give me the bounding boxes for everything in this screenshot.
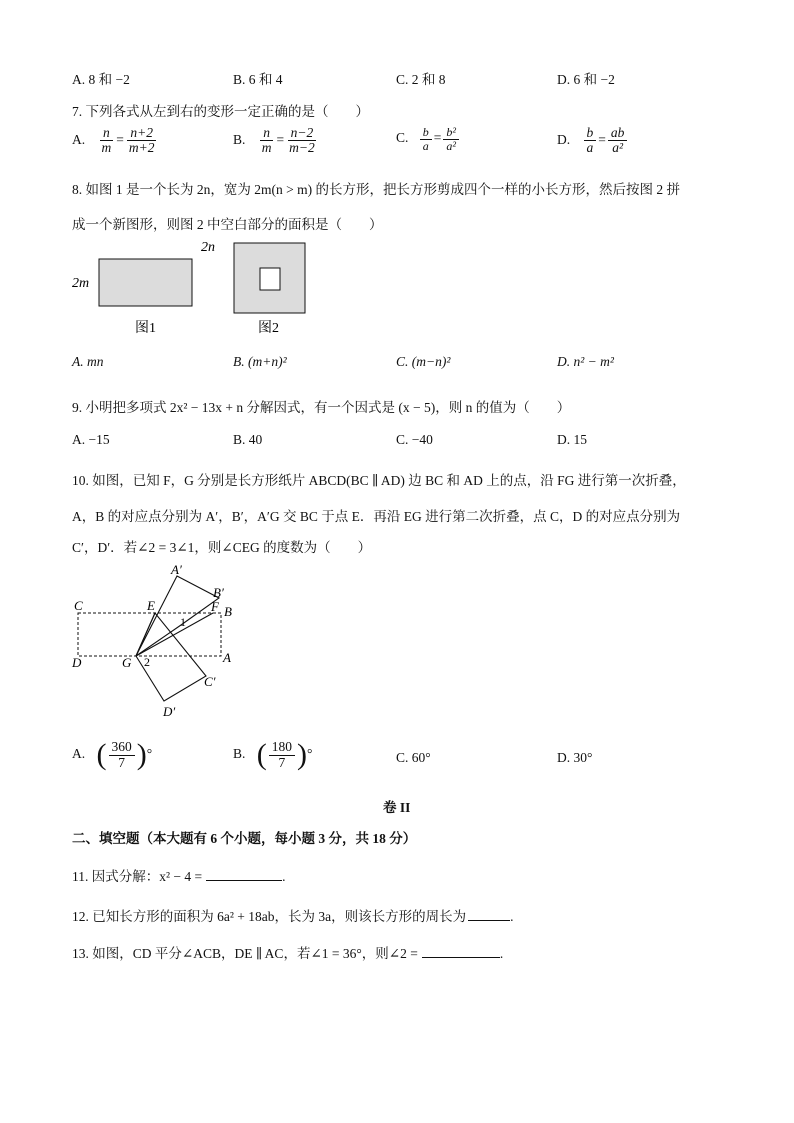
q10-line1: 10. 如图，已知 F，G 分别是长方形纸片 ABCD(BC ∥ AD) 边 BC 和 AD 上的点，沿 FG 进行第一次折叠，: [72, 473, 686, 488]
fig1-left-label: 2m: [72, 276, 90, 291]
q7-stem: 7. 下列各式从左到右的变形一定正确的是（ ）: [72, 104, 369, 119]
q10-line2: A，B 的对应点分别为 A′，B′，A′G 交 BC 于点 E．再沿 EG 进行第二次折叠，点 C，D 的对应点分别为: [72, 509, 681, 524]
svg-text:C′: C′: [204, 674, 216, 689]
q9-option-b: B. 40: [233, 432, 263, 447]
q9-stem: 9. 小明把多项式 2x² − 13x + n 分解因式，有一个因式是 (x − 5)，则 n 的值为（ ）: [72, 400, 571, 415]
q7-option-b: B. $\frac{n}{m}$ = $\frac{n-2}{m-2}$: [233, 125, 315, 156]
q7-option-d: D. $\frac{b}{a}$ = $\frac{ab}{\text{a²}}$: [557, 126, 629, 155]
q10-option-d: D. 30°: [557, 750, 593, 765]
q12-blank[interactable]: [468, 908, 510, 921]
svg-text:A′: A′: [171, 562, 182, 577]
rectangle-abcd-dashed: [78, 613, 221, 656]
svg-text:E: E: [147, 598, 155, 613]
q6-option-a: A. 8 和 −2: [72, 72, 130, 87]
svg-text:F: F: [211, 599, 219, 614]
svg-text:2: 2: [144, 655, 150, 669]
svg-text:B′: B′: [213, 585, 224, 600]
q9-option-a: A. −15: [72, 432, 110, 447]
q6-option-c: C. 2 和 8: [396, 72, 446, 87]
fig1-rectangle: [99, 259, 192, 306]
q10-diagram: [66, 560, 246, 720]
q10-line3: C′，D′．若∠2 = 3∠1，则∠CEG 的度数为（ ）: [72, 540, 372, 555]
q13: 13. 如图，CD 平分∠ACB，DE ∥ AC，若∠1 = 36°，则∠2 = .: [72, 946, 504, 961]
svg-text:D: D: [72, 655, 82, 670]
svg-text:1: 1: [180, 615, 186, 629]
fig1-top-label: 2n: [201, 240, 215, 255]
q8-option-a: A. mn: [72, 354, 104, 369]
q7-option-c: C. $\frac{b}{a}$ = $\frac{\text{b²}}{\text{a²}}$: [396, 126, 461, 152]
q8-option-b: B. (m+n)²: [233, 354, 287, 369]
q8-option-d: D. n² − m²: [557, 354, 614, 369]
q12: 12. 已知长方形的面积为 6a² + 18ab，长为 3a，则该长方形的周长为 .: [72, 909, 514, 924]
q11-blank[interactable]: [206, 868, 282, 881]
fig1-caption: 图1: [135, 321, 156, 336]
q8-line2: 成一个新图形，则图 2 中空白部分的面积是（ ）: [72, 217, 383, 232]
volume-title: 卷 II: [383, 800, 411, 815]
svg-text:A: A: [223, 650, 231, 665]
q8-option-c: C. (m−n)²: [396, 354, 451, 369]
q11: 11. 因式分解：x² − 4 = .: [72, 869, 286, 884]
q8-line1: 8. 如图 1 是一个长为 2n，宽为 2m(n > m) 的长方形，把长方形剪成四个一样的小长方形，然后按图 2 拼: [72, 182, 680, 197]
svg-text:G: G: [122, 655, 132, 670]
svg-text:C: C: [74, 598, 83, 613]
q10-option-b: B. ( $\frac{180}{7}$ )°: [233, 738, 313, 771]
fig2-blank-square: [260, 268, 280, 290]
q6-option-b: B. 6 和 4: [233, 72, 283, 87]
q6-option-d: D. 6 和 −2: [557, 72, 615, 87]
q10-option-a: A. ( $\frac{360}{7}$ )°: [72, 738, 153, 771]
q7-option-a: A. $\frac{n}{m}$ = $\frac{n+2}{m+2}$: [72, 125, 155, 156]
fig2-caption: 图2: [258, 321, 279, 336]
svg-text:B: B: [224, 604, 232, 619]
q9-option-c: C. −40: [396, 432, 433, 447]
q10-option-c: C. 60°: [396, 750, 431, 765]
q13-blank[interactable]: [422, 945, 500, 958]
q9-option-d: D. 15: [557, 432, 587, 447]
section-heading: 二、填空题（本大题有 6 个小题，每小题 3 分，共 18 分）: [72, 831, 417, 846]
q8-figures: [66, 234, 326, 340]
svg-text:D′: D′: [163, 704, 176, 719]
